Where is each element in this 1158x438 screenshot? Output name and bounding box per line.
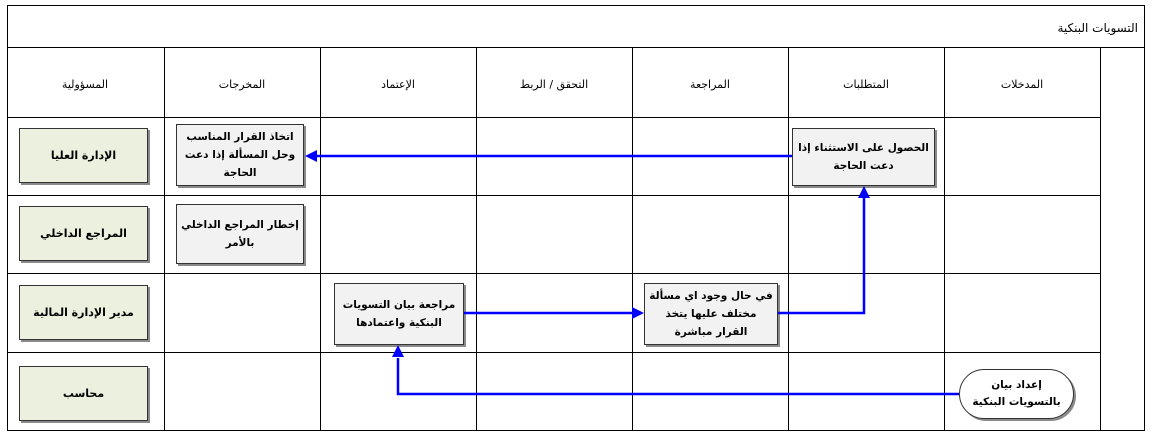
box-notify-auditor: إخطار المراجع الداخلي بالأمر: [176, 204, 304, 264]
arrowhead-decision: [305, 150, 317, 162]
diagram-title: التسويات البنكية: [1057, 21, 1138, 35]
header-review: المراجعة: [690, 78, 730, 91]
role-accountant: محاسب: [19, 366, 148, 421]
role-finance-manager: مدير الإدارة المالية: [19, 285, 148, 340]
header-outputs: المخرجات: [218, 78, 266, 91]
role-senior-management: الإدارة العليا: [19, 128, 148, 183]
header-responsibility: المسؤولية: [61, 78, 109, 91]
header-approval: الإعتماد: [381, 78, 415, 91]
box-decision: اتخاذ القرار المناسب وحل المسألة إذا دعت الحاجة: [176, 124, 304, 186]
arrow-prepare-to-review: [398, 358, 959, 394]
box-review-statement: مراجعة بيان التسويات البنكية واعتمادها: [334, 283, 464, 345]
header-inputs: المدخلات: [1000, 78, 1044, 91]
arrowhead-dispute: [632, 307, 644, 319]
header-verification: التحقق / الربط: [519, 78, 589, 91]
box-exception: الحصول على الاستثناء إذا دعت الحاجة: [792, 128, 935, 186]
arrowhead-review: [392, 345, 404, 357]
arrow-dispute-to-exception: [778, 197, 864, 313]
box-dispute: في حال وجود اي مسألة مختلف عليها يتخذ القرار مباشرة: [644, 283, 778, 345]
role-internal-auditor: المراجع الداخلي: [19, 206, 148, 261]
arrowhead-exception: [858, 186, 870, 198]
oval-prepare-statement: إعداد بيان بالتسويات البنكية: [959, 369, 1074, 419]
header-requirements: المتطلبات: [843, 78, 889, 91]
